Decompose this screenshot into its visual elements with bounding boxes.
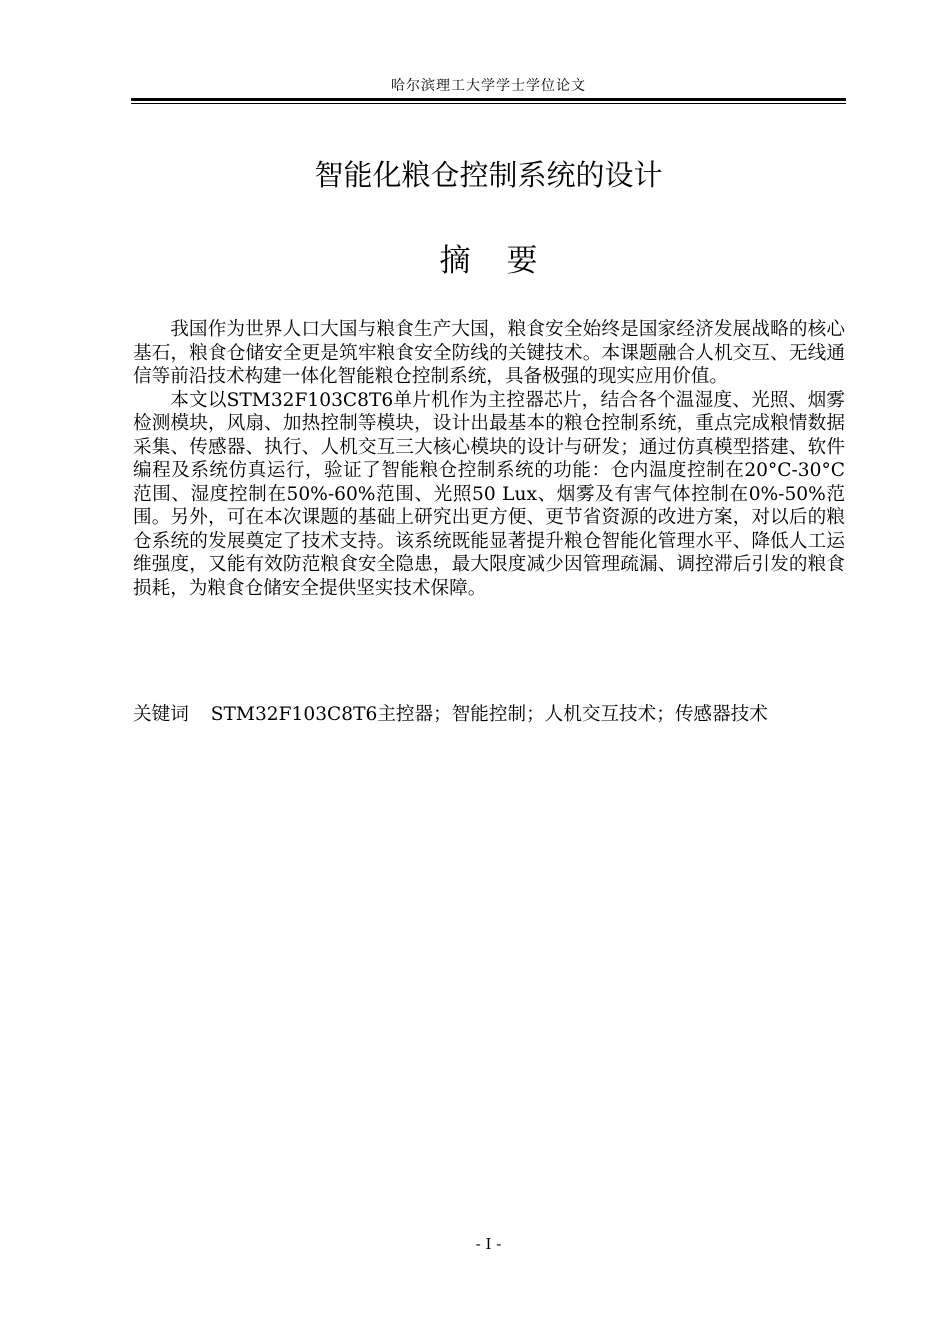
abstract-paragraph-2: 本文以STM32F103C8T6单片机作为主控器芯片，结合各个温湿度、光照、烟雾检测模块，风扇、加热控制等模块，设计出最基本的粮仓控制系统，重点完成粮情数据采集、传感器、执行、人机交互三大核心模块的设计与研发；通过仿真模型搭建、软件编程及系统仿真运行，验证了智能粮仓控制系统的功能：仓内温度控制在20°C-30°C范围、湿度控制在50%-60%范围、光照50 Lux、烟雾及有害气体控制在0%-50%范围。另外，可在本次课题的基础上研究出更方便、更节省资源的改进方案，对以后的粮仓系统的发展奠定了技术支持。该系统既能显著提升粮仓智能化管理水平、降低人工运维强度，又能有效防范粮食安全隐患，最大限度减少因管理疏漏、调控滞后引发的粮食损耗，为粮食仓储安全提供坚实技术保障。 xyxy=(133,389,845,599)
thesis-title: 智能化粮仓控制系统的设计 xyxy=(314,158,663,192)
keywords-label: 关键词 xyxy=(133,704,189,725)
page-number: - I - xyxy=(475,1235,502,1253)
keywords-text: STM32F103C8T6主控器；智能控制；人机交互技术；传感器技术 xyxy=(210,704,768,725)
header-rule xyxy=(131,98,846,101)
abstract-paragraph-1: 我国作为世界人口大国与粮食生产大国，粮食安全始终是国家经济发展战略的核心基石，粮食仓储安全更是筑牢粮食安全防线的关键技术。本课题融合人机交互、无线通信等前沿技术构建一体化智能粮仓控制系统，具备极强的现实应用价值。 xyxy=(133,319,845,387)
running-header: 哈尔滨理工大学学士学位论文 xyxy=(391,78,586,94)
header-rule-thin xyxy=(131,103,846,104)
abstract-heading: 摘要 xyxy=(439,243,574,279)
abstract-body xyxy=(133,318,845,600)
keywords-block xyxy=(133,702,845,727)
